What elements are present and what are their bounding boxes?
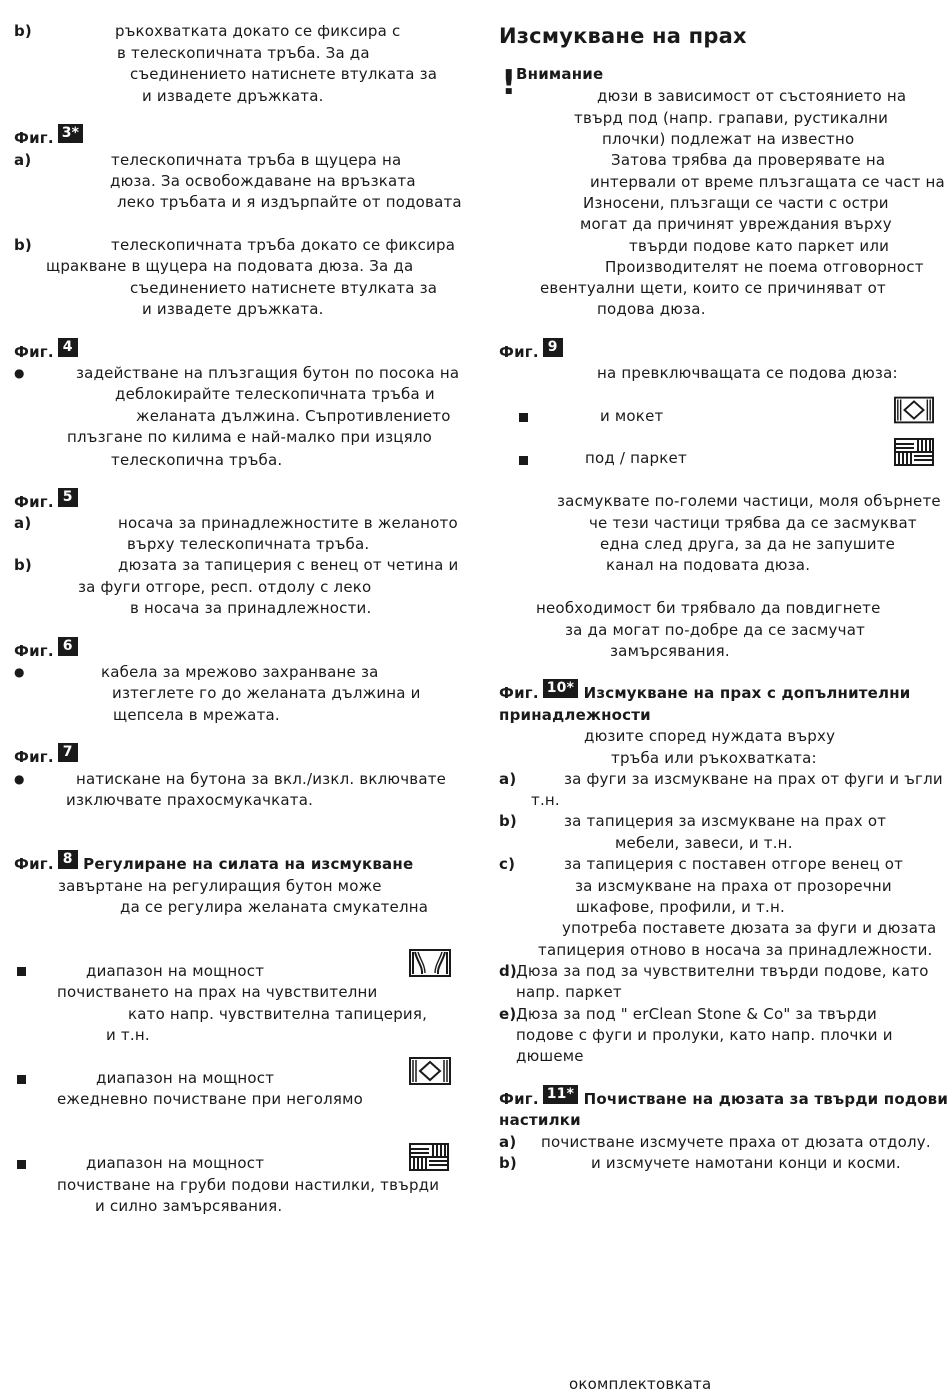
text-line: ежедневно почистване при неголямо [57, 1090, 364, 1108]
bullet-icon: ● [14, 772, 25, 786]
square-bullet-icon [519, 413, 528, 422]
figure-ref-10: Фиг. 10* Изсмукване на прах с допълнителни [499, 680, 911, 702]
text-line: могат да причинят увреждания върху [580, 215, 892, 233]
curtain-icon [409, 949, 451, 977]
text-line: Износени, плъзгащи се части с остри [583, 194, 889, 212]
text-line: като напр. чувствителна тапицерия, [128, 1005, 428, 1023]
text-line: тапицерия отново в носача за принадлежности. [538, 941, 933, 959]
square-bullet-icon [17, 1075, 26, 1084]
text-line: носача за принадлежностите в желаното [118, 514, 458, 532]
item-label-a: a) [14, 514, 32, 532]
text-line: желаната дължина. Съпротивлението [136, 407, 451, 425]
section-heading-cont: принадлежности [499, 706, 651, 724]
item-label-b: b) [499, 1154, 517, 1172]
text-line: за тапицерия с поставен отгоре венец от [564, 855, 904, 873]
text-line: и мокет [600, 407, 664, 425]
text-line: деблокирайте телескопичната тръба и [115, 385, 435, 403]
text-line: натискане на бутона за вкл./изкл. включвате [76, 770, 447, 788]
figure-number-badge: 3* [58, 124, 83, 143]
item-label-c: c) [499, 855, 516, 873]
text-line: съединението натиснете втулката за [130, 65, 438, 83]
section-heading: Почистване на дюзата за твърди подови [583, 1090, 949, 1108]
text-line: за фуги отгоре, респ. отдолу с леко [78, 578, 372, 596]
text-line: почистване на груби подови настилки, твърди [57, 1176, 440, 1194]
text-line: шкафове, профили, и т.н. [576, 898, 785, 916]
text-line: кабела за мрежово захранване за [101, 663, 379, 681]
text-line: върху телескопичната тръба. [127, 535, 370, 553]
text-line: за фуги за изсмукване на прах от фуги и ъгли [564, 770, 943, 788]
figure-ref-3: Фиг. 3* [14, 128, 83, 149]
text-line: и т.н. [106, 1026, 150, 1044]
square-bullet-icon [519, 456, 528, 465]
text-line: една след друга, за да не запушите [600, 535, 896, 553]
text-line: задействане на плъзгащия бутон по посока на [76, 364, 460, 382]
figure-ref-9: Фиг. 9 [499, 342, 563, 363]
text-line: съединението натиснете втулката за [130, 279, 438, 297]
section-title: Изсмукване на прах [499, 24, 747, 48]
text-line: твърд под (напр. грапави, рустикални [574, 109, 889, 127]
section-heading-cont: настилки [499, 1111, 581, 1129]
carpet-icon [409, 1057, 451, 1085]
text-line: диапазон на мощност [96, 1069, 275, 1087]
text-line: телескопичната тръба в щуцера на [111, 151, 402, 169]
item-label-b: b) [14, 22, 32, 40]
text-line: Дюза за под за чувствителни твърди подове, като [516, 962, 929, 980]
text-line: дюзата за тапицерия с венец от четина и [118, 556, 459, 574]
text-line: дюзи в зависимост от състоянието на [597, 87, 907, 105]
text-line: в телескопичната тръба. За да [117, 44, 370, 62]
figure-ref-4: Фиг. 4 [14, 342, 78, 363]
text-line: Дюза за под " erClean Stone & Co" за твърди [516, 1005, 877, 1023]
section-heading: Регулиране на силата на изсмукване [83, 855, 414, 873]
square-bullet-icon [17, 967, 26, 976]
text-line: мебели, завеси, и т.н. [615, 834, 793, 852]
figure-ref-6: Фиг. 6 [14, 641, 78, 662]
text-line: дюза. За освобождаване на връзката [110, 172, 416, 190]
text-line: и изсмучете намотани конци и косми. [591, 1154, 901, 1172]
text-line: подове с фуги и пролуки, като напр. плочки и [516, 1026, 893, 1044]
item-label-a: a) [499, 770, 517, 788]
text-line: щракване в щуцера на подовата дюза. За да [46, 257, 414, 275]
section-heading: Изсмукване на прах с допълнителни [583, 684, 911, 702]
text-line: на превключващата се подова дюза: [597, 364, 898, 382]
figure-number-badge: 7 [58, 743, 78, 762]
hard-floor-icon [894, 438, 934, 466]
text-line: почистване изсмучете праха от дюзата отдолу. [541, 1133, 931, 1151]
text-line: изключвате прахосмукачката. [66, 791, 314, 809]
text-line: щепсела в мрежата. [113, 706, 280, 724]
item-label-a: a) [499, 1133, 517, 1151]
text-line: и извадете дръжката. [142, 87, 324, 105]
text-line: плъзгане по килима е най-малко при изцяло [67, 428, 433, 446]
text-line: за да могат по-добре да се засмучат [565, 621, 866, 639]
item-label-e: e) [499, 1005, 517, 1023]
text-line: плочки) подлежат на известно [602, 130, 855, 148]
text-line: т.н. [531, 791, 560, 809]
text-line: и извадете дръжката. [142, 300, 324, 318]
text-line: изтеглете го до желаната дължина и [112, 684, 421, 702]
text-line: канал на подовата дюза. [606, 556, 811, 574]
text-line: и силно замърсявания. [95, 1197, 283, 1215]
text-line: твърди подове като паркет или [629, 237, 890, 255]
text-line: употреба поставете дюзата за фуги и дюзата [562, 919, 937, 937]
warning-icon: ! [501, 63, 517, 103]
text-line: диапазон на мощност [86, 1154, 265, 1172]
item-label-b: b) [14, 556, 32, 574]
page-footer: окомплектовката [569, 1375, 712, 1393]
figure-number-badge: 6 [58, 637, 78, 656]
text-line: ръкохватката докато се фиксира с [115, 22, 401, 40]
item-label-b: b) [499, 812, 517, 830]
item-label-d: d) [499, 962, 517, 980]
text-line: подова дюза. [597, 300, 706, 318]
text-line: почистването на прах на чувствителни [57, 983, 378, 1001]
text-line: телескопична тръба. [111, 451, 283, 469]
figure-number-badge: 9 [543, 338, 563, 357]
figure-number-badge: 10* [543, 679, 578, 698]
item-label-a: a) [14, 151, 32, 169]
bullet-icon: ● [14, 366, 25, 380]
text-line: завъртане на регулиращия бутон може [58, 877, 382, 895]
text-line: Производителят не поема отговорност [605, 258, 924, 276]
text-line: в носача за принадлежности. [130, 599, 372, 617]
text-line: дюзите според нуждата върху [584, 727, 836, 745]
text-line: дюшеме [516, 1047, 584, 1065]
figure-ref-5: Фиг. 5 [14, 492, 78, 513]
text-line: да се регулира желаната смукателна [120, 898, 429, 916]
text-line: за тапицерия за изсмукване на прах от [564, 812, 887, 830]
text-line: че тези частици трябва да се засмукват [589, 514, 917, 532]
figure-ref-7: Фиг. 7 [14, 747, 78, 768]
figure-ref-8: Фиг. 8 Регулиране на силата на изсмукване [14, 851, 414, 873]
figure-number-badge: 8 [58, 850, 78, 869]
figure-number-badge: 4 [58, 338, 78, 357]
text-line: необходимост би трябвало да повдигнете [536, 599, 881, 617]
text-line: телескопичната тръба докато се фиксира [111, 236, 456, 254]
carpet-icon [894, 396, 934, 424]
hard-floor-icon [409, 1143, 449, 1171]
bullet-icon: ● [14, 665, 25, 679]
text-line: Затова трябва да проверявате на [611, 151, 886, 169]
figure-number-badge: 11* [543, 1085, 578, 1104]
text-line: напр. паркет [516, 983, 622, 1001]
warning-heading: Внимание [516, 65, 604, 83]
figure-ref-11: Фиг. 11* Почистване на дюзата за твърди подови [499, 1086, 949, 1108]
text-line: леко тръбата и я издърпайте от подовата [117, 193, 462, 211]
item-label-b: b) [14, 236, 32, 254]
text-line: тръба или ръкохватката: [611, 749, 817, 767]
text-line: евентуални щети, които се причиняват от [540, 279, 886, 297]
text-line: под / паркет [585, 449, 687, 467]
square-bullet-icon [17, 1160, 26, 1169]
text-line: интервали от време плъзгащата се част на [590, 173, 945, 191]
text-line: засмуквате по-големи частици, моля обърнете [557, 492, 941, 510]
figure-number-badge: 5 [58, 488, 78, 507]
text-line: замърсявания. [610, 642, 730, 660]
text-line: диапазон на мощност [86, 962, 265, 980]
text-line: за изсмукване на праха от прозоречни [575, 877, 892, 895]
